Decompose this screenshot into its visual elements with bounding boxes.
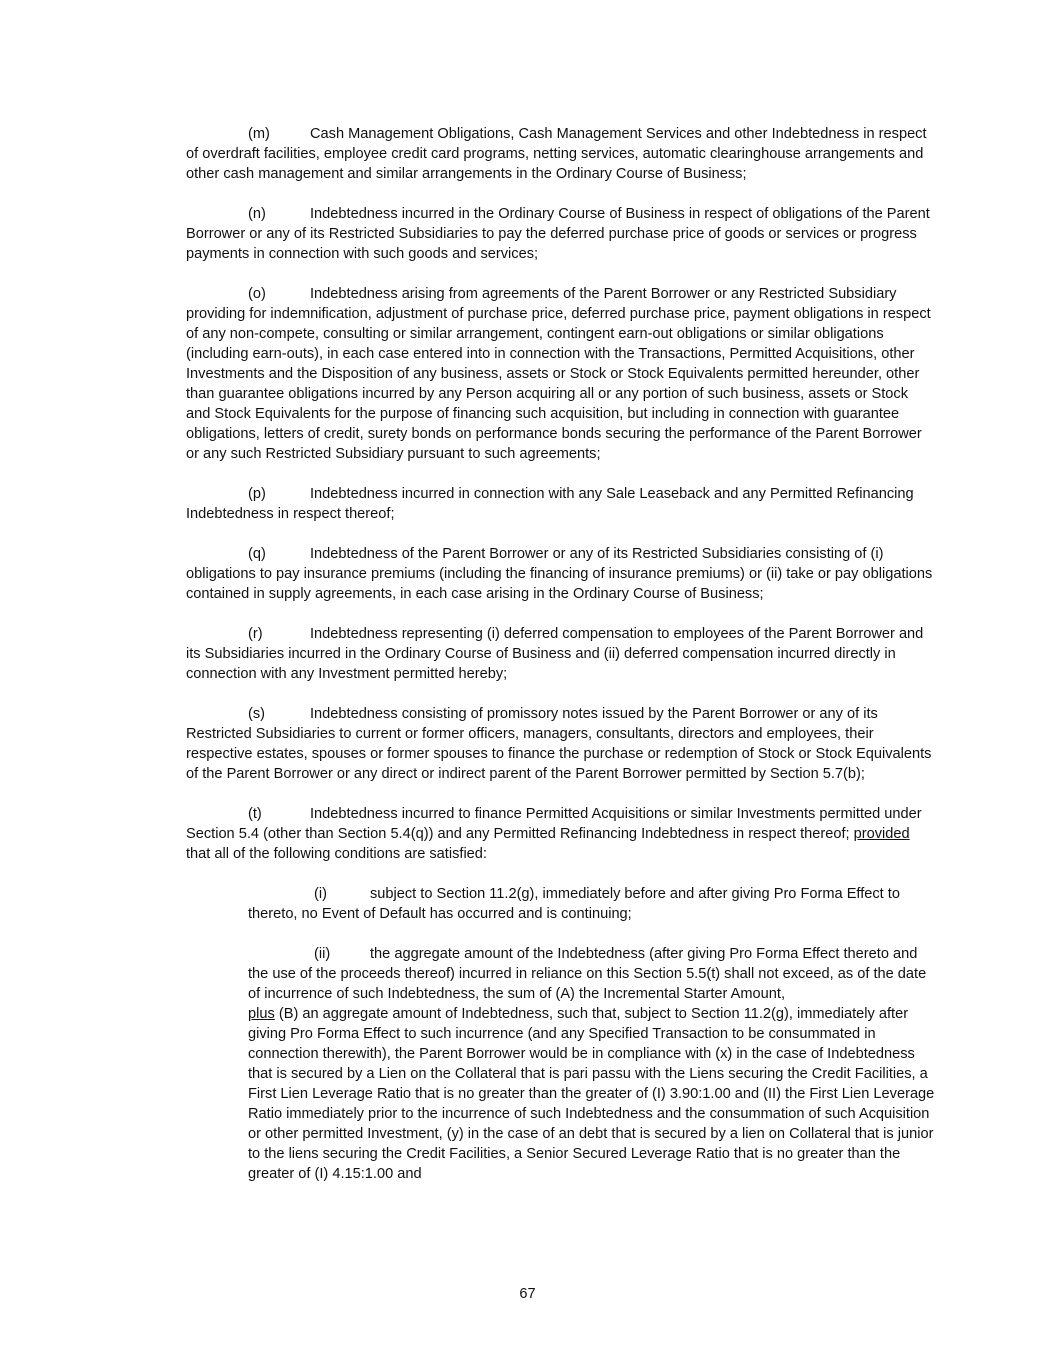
page-number: 67 [519,1286,536,1302]
paragraph-p [186,484,936,524]
document-body [186,124,936,1204]
provided-term: provided [853,826,910,842]
subparagraph-text: the aggregate amount of the Indebtedness (after giving Pro Forma Effect thereto and the use of the proceeds thereof) incurred in reliance on this Section 5.5(t) shall not exceed, as of the date of incurrence of such Indebtedness, the sum of (A) the Incremental Starter Amount, [248,946,927,1002]
paragraph-n [186,204,936,264]
paragraph-text: Indebtedness incurred in connection with any Sale Leaseback and any Permitted Refinancing Indebtedness in respect thereof; [186,486,914,522]
subparagraph-text-continued: (B) an aggregate amount of Indebtedness, such that, subject to Section 11.2(g), immediately after giving Pro Forma Effect to such incurrence (and any Specified Transaction to be consummated in connection therewith), the Parent Borrower would be in compliance with (x) in the case of Indebtedness that is secured by a Lien on the Collateral that is pari passu with the Liens securing the Credit Facilities, a First Lien Leverage Ratio that is no greater than the greater of (I) 3.90:1.00 and (II) the First Lien Leverage Ratio immediately prior to the incurrence of such Indebtedness and the consummation of such Acquisition or other permitted Investment, (y) in the case of an debt that is secured by a lien on Collateral that is junior to the liens securing the Credit Facilities, a Senior Secured Leverage Ratio that is no greater than the greater of (I) 4.15:1.00 and [248,1006,935,1182]
subparagraph-label: (i) [314,886,327,902]
paragraph-text-continued: that all of the following conditions are satisfied: [186,846,487,862]
paragraph-label: (n) [248,206,266,222]
paragraph-text: Indebtedness incurred to finance Permitted Acquisitions or similar Investments permitted under Section 5.4 (other than Section 5.4(q)) and any Permitted Refinancing Indebtedness in respect thereof; [186,806,922,842]
paragraph-label: (s) [248,706,266,722]
paragraph-label: (q) [248,546,266,562]
paragraph-text: Indebtedness arising from agreements of the Parent Borrower or any Restricted Subsidiary providing for indemnification, adjustment of purchase price, deferred purchase price, payment obligations in respect of any non-compete, consulting or similar arrangement, contingent earn-out obligations or similar obligations (including earn-outs), in each case entered into in connection with the Transactions, Permitted Acquisitions, other Investments and the Disposition of any business, assets or Stock or Stock Equivalents permitted hereunder, other than guarantee obligations incurred by any Person acquiring all or any portion of such business, assets or Stock and Stock Equivalents for the purpose of financing such acquisition, but including in connection with guarantee obligations, letters of credit, surety bonds on performance bonds securing the performance of the Parent Borrower or any such Restricted Subsidiary pursuant to such agreements; [186,286,931,462]
paragraph-label: (m) [248,126,270,142]
plus-term: plus [248,1006,275,1022]
paragraph-text: Indebtedness consisting of promissory notes issued by the Parent Borrower or any of its Restricted Subsidiaries to current or former officers, managers, consultants, directors and employees, their respective estates, spouses or former spouses to finance the purchase or redemption of Stock or Stock Equivalents of the Parent Borrower or any direct or indirect parent of the Parent Borrower permitted by Section 5.7(b); [186,706,932,782]
paragraph-text: Indebtedness representing (i) deferred compensation to employees of the Parent Borrower and its Subsidiaries incurred in the Ordinary Course of Business and (ii) deferred compensation incurred directly in connection with any Investment permitted hereby; [186,626,924,682]
paragraph-label: (t) [248,806,262,822]
paragraph-s [186,704,936,784]
paragraph-q [186,544,936,604]
paragraph-text: Indebtedness incurred in the Ordinary Course of Business in respect of obligations of the Parent Borrower or any of its Restricted Subsidiaries to pay the deferred purchase price of goods or services or progress payments in connection with such goods and services; [186,206,930,262]
paragraph-label: (p) [248,486,266,502]
subparagraph-i [248,884,936,924]
paragraph-t [186,804,936,864]
paragraph-text: Cash Management Obligations, Cash Management Services and other Indebtedness in respect of overdraft facilities, employee credit card programs, netting services, automatic clearinghouse arrangements and other cash management and similar arrangements in the Ordinary Course of Business; [186,126,927,182]
subparagraph-label: (ii) [314,946,331,962]
paragraph-label: (o) [248,286,266,302]
paragraph-text: Indebtedness of the Parent Borrower or any of its Restricted Subsidiaries consisting of (i) obligations to pay insurance premiums (including the financing of insurance premiums) or (ii) take or pay obligations contained in supply agreements, in each case arising in the Ordinary Course of Business; [186,546,933,602]
paragraph-label: (r) [248,626,263,642]
paragraph-r [186,624,936,684]
paragraph-o [186,284,936,464]
subparagraph-ii [248,944,936,1184]
subparagraph-text: subject to Section 11.2(g), immediately before and after giving Pro Forma Effect to thereto, no Event of Default has occurred and is continuing; [248,886,900,922]
paragraph-m [186,124,936,184]
